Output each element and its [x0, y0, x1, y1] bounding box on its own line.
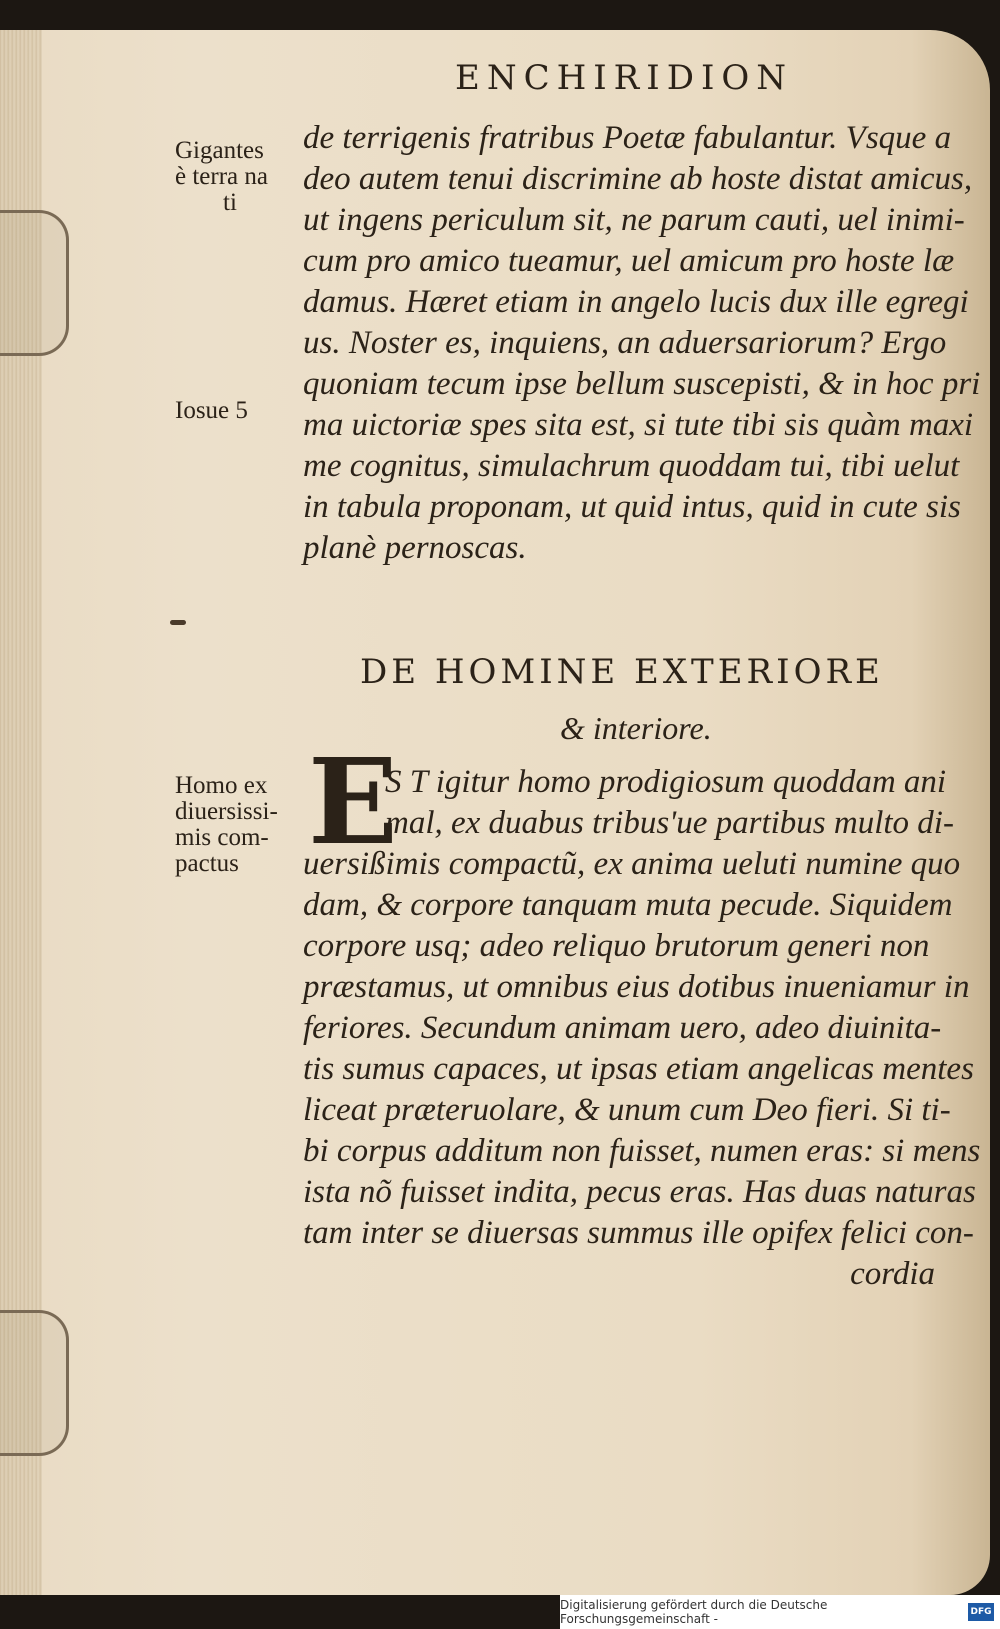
marginal-line: Iosue 5 — [175, 397, 248, 424]
running-head: ENCHIRIDION — [455, 58, 794, 98]
paragraph-top — [303, 118, 981, 569]
text-line: planè pernoscas. — [303, 530, 527, 566]
dfg-logo-icon: DFG — [968, 1603, 994, 1621]
text-line: S T igitur homo prodigiosum quoddam ani — [385, 764, 947, 800]
text-line: quoniam tecum ipse bellum suscepisti, & in hoc pri — [303, 366, 981, 402]
text-line: tis sumus capaces, ut ipsas etiam angelicas mentes — [303, 1051, 974, 1087]
text-line: ut ingens periculum sit, ne parum cauti, uel inimi- — [303, 202, 965, 238]
digitization-footer — [560, 1595, 1000, 1629]
marginal-note-homo — [175, 773, 305, 877]
text-line: de terrigenis fratribus Poetæ fabulantur. Vsque a — [303, 120, 952, 156]
text-line: deo autem tenui discrimine ab hoste distat amicus, — [303, 161, 973, 197]
section-heading: DE HOMINE EXTERIORE — [360, 652, 884, 692]
text-line: corpore usq; adeo reliquo brutorum generi non — [303, 928, 930, 964]
text-line: bi corpus additum non fuisset, numen eras: si mens — [303, 1133, 981, 1169]
paragraph-section — [303, 762, 981, 1295]
text-line: in tabula proponam, ut quid intus, quid in cute sis — [303, 489, 961, 525]
marginal-line: pactus — [175, 850, 239, 877]
text-line: uersißimis compactũ, ex anima ueluti numine quo — [303, 846, 961, 882]
text-line: feriores. Secundum animam uero, adeo diuinita- — [303, 1010, 942, 1046]
text-line: me cognitus, simulachrum quoddam tui, tibi uelut — [303, 448, 960, 484]
text-line: ma uictoriæ spes sita est, si tute tibi sis quàm maxi — [303, 407, 974, 443]
marginal-line: Gigantes — [175, 137, 264, 164]
text-line: cum pro amico tueamur, uel amicum pro hoste læ — [303, 243, 955, 279]
text-line: damus. Hæret etiam in angelo lucis dux ille egregi — [303, 284, 969, 320]
text-line: mal, ex duabus tribus'ue partibus multo di- — [385, 805, 954, 841]
marginal-line: Homo ex — [175, 772, 268, 799]
text-line: tam inter se diuersas summus ille opifex felici con- — [303, 1215, 974, 1251]
page-tab-bottom — [0, 1310, 69, 1456]
text-line: liceat præteruolare, & unum cum Deo fieri. Si ti- — [303, 1092, 951, 1128]
marginal-line: ti — [223, 189, 237, 216]
marginal-note-gigantes — [175, 138, 305, 216]
marginal-note-iosue — [175, 398, 305, 424]
text-line: dam, & corpore tanquam muta pecude. Siquidem — [303, 887, 953, 923]
marginal-line: è terra na — [175, 163, 268, 190]
text-line: ista nõ fuisset indita, pecus eras. Has duas naturas — [303, 1174, 976, 1210]
catchword: cordia — [850, 1256, 935, 1292]
marginal-line: diuersissi- — [175, 798, 278, 825]
drop-cap: E — [308, 732, 398, 871]
footer-text: Digitalisierung gefördert durch die Deutsche Forschungsgemeinschaft - — [560, 1598, 828, 1626]
page-tab-top — [0, 210, 69, 356]
ink-mark — [170, 620, 186, 625]
text-line: us. Noster es, inquiens, an aduersariorum? Ergo — [303, 325, 947, 361]
marginal-line: mis com- — [175, 824, 269, 851]
section-subheading: & interiore. — [560, 710, 712, 746]
text-line: præstamus, ut omnibus eius dotibus inueniamur in — [303, 969, 970, 1005]
